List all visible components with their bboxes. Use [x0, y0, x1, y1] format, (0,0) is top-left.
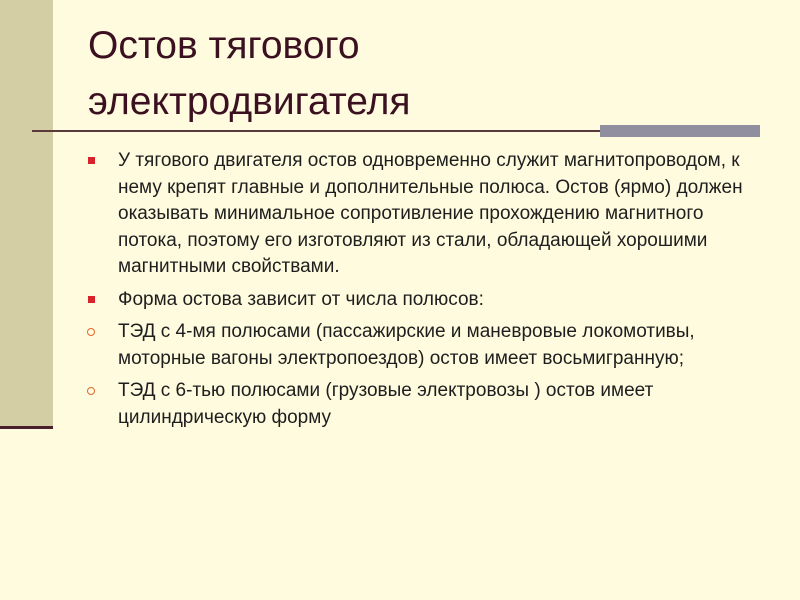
bullet-text: ТЭД с 6-тью полюсами (грузовые электровозы ) остов имеет цилиндрическую форму [118, 380, 654, 428]
bullet-item [88, 319, 758, 372]
title-line-2: электродвигателя [88, 80, 411, 123]
title-line-1: Остов тягового [88, 24, 360, 67]
bullet-item [88, 378, 758, 431]
title-divider-accent [600, 125, 760, 137]
circle-bullet-icon [87, 328, 95, 336]
bullet-text: ТЭД с 4-мя полюсами (пассажирские и маневровые локомотивы, моторные вагоны электропоездов) остов имеет восьмигранную; [118, 321, 695, 369]
sidebar-bottom-edge [0, 426, 53, 429]
circle-bullet-icon [87, 387, 95, 395]
bullet-item [88, 287, 758, 314]
bullet-item [88, 148, 758, 281]
square-bullet-icon [88, 157, 95, 164]
bullet-text: Форма остова зависит от числа полюсов: [118, 288, 484, 310]
slide-body [88, 148, 758, 437]
decorative-sidebar [0, 0, 53, 428]
slide-title [88, 18, 748, 130]
square-bullet-icon [88, 296, 95, 303]
bullet-text: У тягового двигателя остов одновременно служит магнитопроводом, к нему крепят главные и дополнительные полюса. Остов (ярмо) должен оказывать минимальное сопротивление прохождению магнитного потока, поэтому его изготовляют из стали, обладающей хорошими магнитными свойствами. [118, 150, 743, 277]
